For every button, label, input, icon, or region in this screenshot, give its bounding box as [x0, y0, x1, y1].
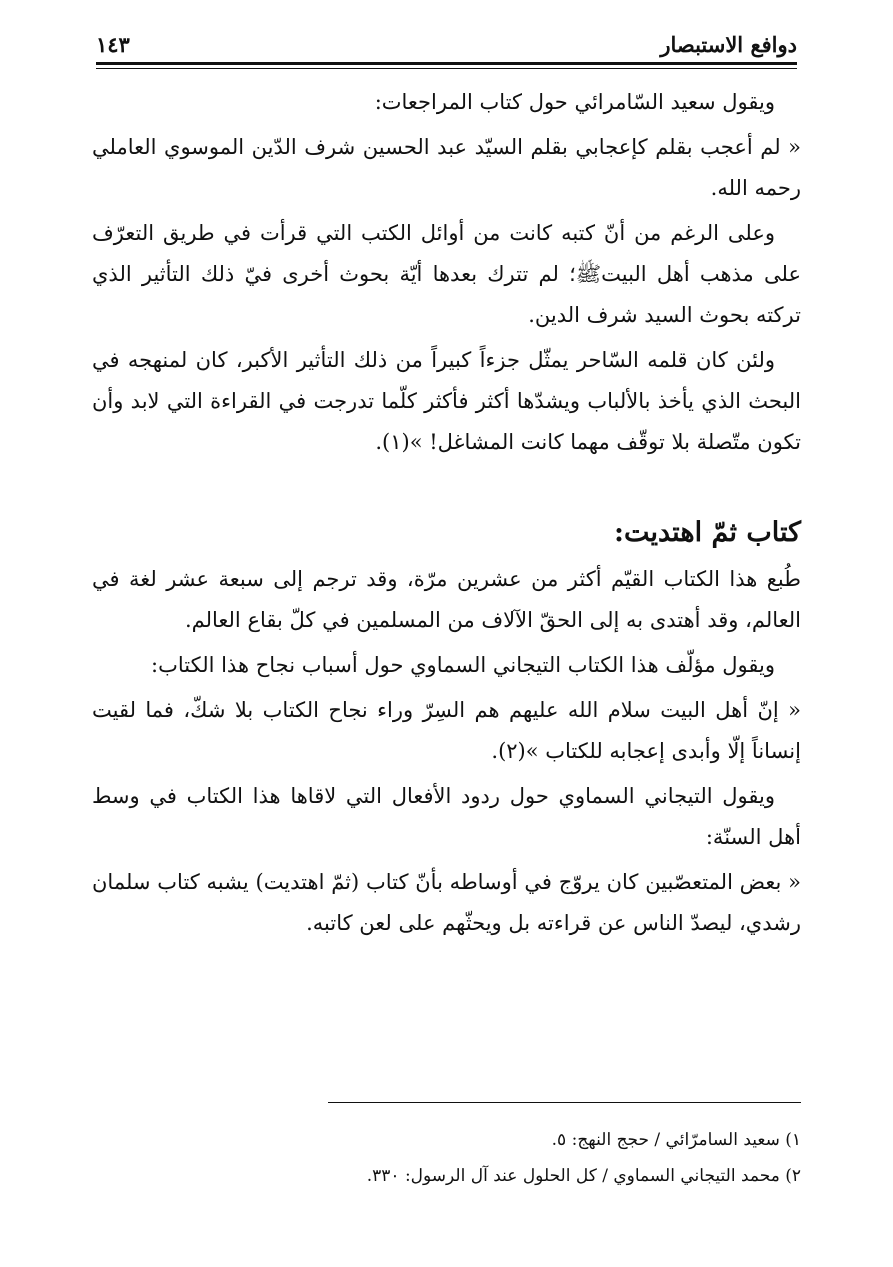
- page-header: [96, 30, 797, 64]
- header-rule-thin: [96, 68, 797, 69]
- paragraph: ويقول مؤلّف هذا الكتاب التيجاني السماوي حول أسباب نجاح هذا الكتاب:: [151, 653, 775, 677]
- running-title: دوافع الاستبصار: [660, 32, 797, 57]
- footnote: ٢) محمد التيجاني السماوي / كل الحلول عند آل الرسول: ٣٣٠.: [366, 1166, 801, 1186]
- footnote: ١) سعيد السامرّائي / حجج النهج: ٥.: [551, 1130, 801, 1150]
- quote-paragraph: « لم أعجب بقلم كإعجابي بقلم السيّد عبد الحسين شرف الدّين الموسوي العاملي رحمه الله.: [92, 135, 801, 200]
- paragraph: وعلى الرغم من أنّ كتبه كانت من أوائل الكتب التي قرأت في طريق التعرّف على مذهب أهل البيتﷺ؛ لم تترك بعدها أيّة بحوث أخرى فيّ ذلك التأثير الذي تركته بحوث السيد شرف الدين.: [92, 221, 801, 327]
- quote-paragraph: « إنّ أهل البيت سلام الله عليهم هم السِرّ وراء نجاح الكتاب بلا شكّ، فما لقيت إنساناً إلّا وأبدى إعجابه للكتاب »(٢).: [92, 698, 801, 763]
- footnotes: [92, 1122, 801, 1194]
- header-rule-thick: [96, 62, 797, 65]
- quote-paragraph: « بعض المتعصّبين كان يروّج في أوساطه بأنّ كتاب (ثمّ اهتديت) يشبه كتاب سلمان رشدي، ليصدّ الناس عن قراءته بل ويحثّهم على لعن كاتبه.: [92, 870, 801, 935]
- page-body: [92, 82, 801, 948]
- footnote-rule: [328, 1102, 801, 1103]
- section-heading: كتاب ثمّ اهتديت:: [614, 517, 801, 548]
- paragraph: ويقول سعيد السّامرائي حول كتاب المراجعات:: [374, 90, 775, 114]
- paragraph: طُبع هذا الكتاب القيّم أكثر من عشرين مرّة، وقد ترجم إلى سبعة عشر لغة في العالم، وقد أهتدى به إلى الحقّ الآلاف من المسلمين في كلّ بقاع العالم.: [92, 567, 801, 632]
- paragraph: ولئن كان قلمه السّاحر يمثّل جزءاً كبيراً من ذلك التأثير الأكبر، كان لمنهجه في البحث الذي يأخذ بالألباب ويشدّها أكثر فأكثر كلّما تدرجت في القراءة التي لابد وأن تكون متّصلة بلا توقّف مهما كانت المشاغل! »(١).: [92, 348, 801, 454]
- page-number: ١٤٣: [96, 32, 130, 57]
- paragraph: ويقول التيجاني السماوي حول ردود الأفعال التي لاقاها هذا الكتاب في وسط أهل السنّة:: [92, 784, 801, 849]
